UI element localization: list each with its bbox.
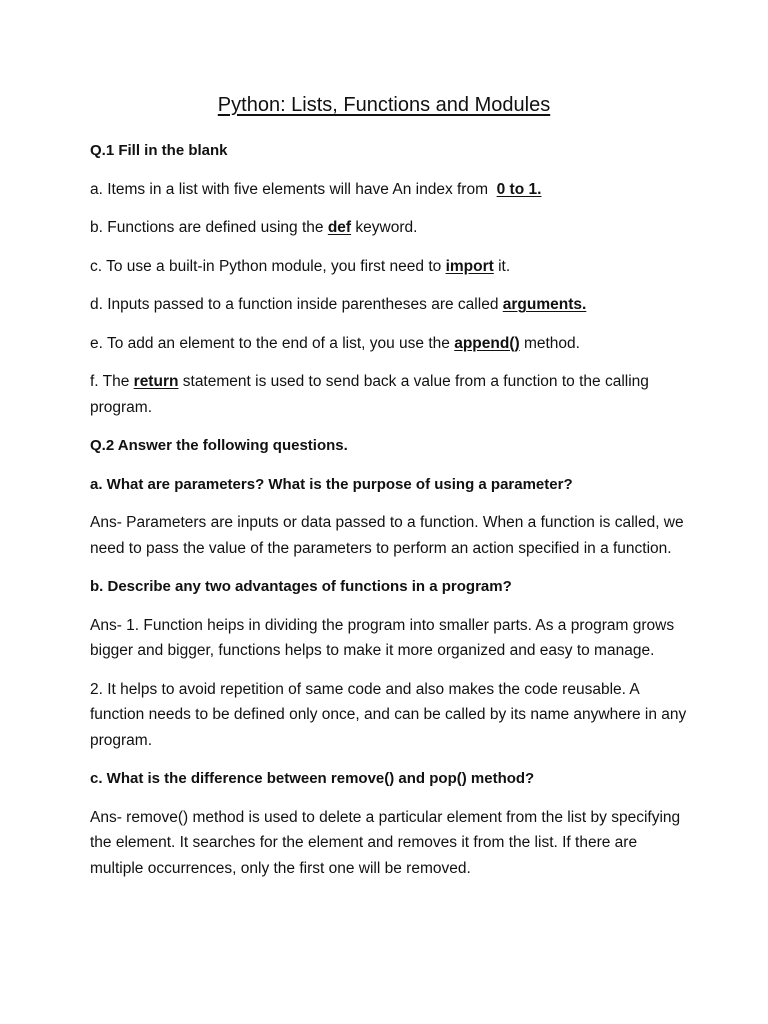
q1-item-e-after: method.: [519, 334, 580, 352]
q1-heading: Q.1 Fill in the blank: [90, 142, 228, 159]
q2-heading: Q.2 Answer the following questions.: [90, 437, 348, 454]
q1-item-d-answer: arguments.: [502, 296, 587, 313]
q1-item-b-answer: def: [327, 219, 352, 236]
q2-a-question: a. What are parameters? What is the purpose of using a parameter?: [90, 475, 573, 493]
q1-item-e-text: e. To add an element to the end of a list, you use the: [90, 334, 455, 352]
q1-item-d: [90, 292, 690, 318]
q1-item-c-answer: import: [445, 257, 494, 275]
q1-item-f: [90, 369, 690, 420]
q1-item-f-after: statement is used to send back a value from a function to the calling program.: [90, 373, 649, 416]
q1-item-f-text: f. The: [90, 373, 134, 390]
q1-item-e-answer: append(): [454, 334, 520, 352]
q1-item-a: [90, 177, 690, 203]
q1-item-f-answer: return: [133, 373, 179, 390]
q2-b-answer-1: Ans- 1. Function heips in dividing the program into smaller parts. As a program grows bigger and bigger, functions helps to make it more organized and easy to manage.: [90, 616, 675, 659]
q1-item-a-answer: 0 to 1.: [496, 180, 542, 198]
q1-item-c: [90, 254, 690, 280]
q2-c-question: c. What is the difference between remove() and pop() method?: [90, 770, 535, 787]
q1-item-d-text: d. Inputs passed to a function inside parentheses are called: [90, 296, 503, 313]
q1-item-b-text: b. Functions are defined using the: [90, 219, 328, 236]
q2-b-question: b. Describe any two advantages of functions in a program?: [90, 578, 512, 595]
document-content: [90, 138, 690, 894]
q2-c-answer: Ans- remove() method is used to delete a particular element from the list by specifying the element. It searches for the element and removes it from the list. If there are multiple occurrences, only the first one will be removed.: [90, 808, 681, 877]
q1-item-e: [90, 331, 690, 357]
q1-item-c-text: c. To use a built-in Python module, you first need to: [90, 257, 446, 275]
q1-item-b: [90, 215, 690, 241]
q1-item-c-after: it.: [493, 257, 511, 275]
q1-item-b-after: keyword.: [351, 219, 418, 236]
q1-item-a-text: a. Items in a list with five elements will have An index from: [90, 180, 497, 198]
q2-a-answer: Ans- Parameters are inputs or data passed to a function. When a function is called, we need to pass the value of the parameters to perform an action specified in a function.: [90, 514, 684, 557]
q2-b-answer-2: 2. It helps to avoid repetition of same code and also makes the code reusable. A function needs to be defined only once, and can be called by its name anywhere in any program.: [90, 680, 687, 749]
page-title: Python: Lists, Functions and Modules: [217, 94, 551, 116]
